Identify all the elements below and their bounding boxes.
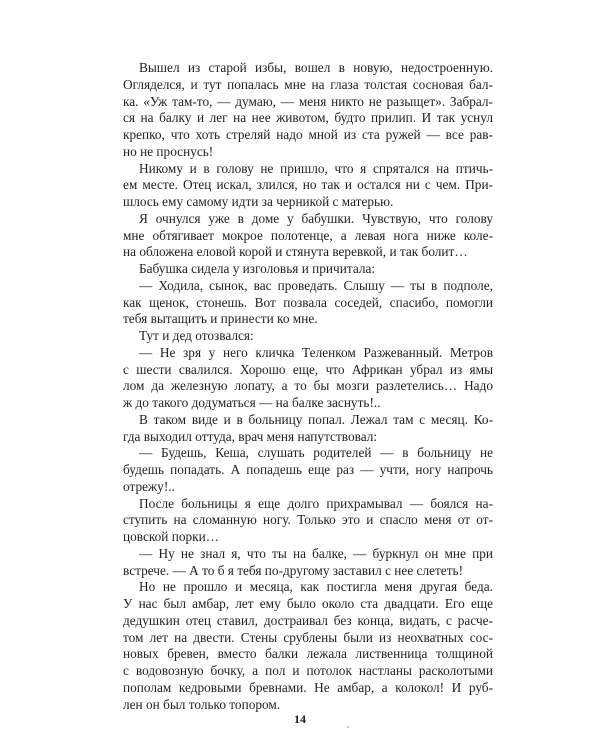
text-line: но не проснусь! (123, 143, 214, 159)
print-speck (347, 726, 349, 728)
text-line: лен он был только топором. (123, 696, 281, 712)
text-line: с шести свалился. Хорошо еще, что Африкан убрал из ямы (123, 361, 493, 377)
text-line: лом да железную лопату, а то бы мозги разлетелись… Надо (123, 378, 493, 394)
text-line: гда выходил оттуда, врач меня напутствовал: (123, 428, 378, 444)
text-line: После больницы я еще долго прихрамывал — боялся на- (139, 495, 493, 511)
text-line: как щенок, стонешь. Вот позвала соседей, спасибо, помогли (123, 294, 493, 310)
text-line: ступить на сломанную ногу. Только это и спасло меня от от- (123, 512, 493, 528)
text-line: будешь попадать. А попадешь еще раз — учти, ногу напрочь (123, 462, 493, 477)
text-line: — Ну не знал я, что ты на балке, — буркнул он мне при (139, 545, 493, 561)
text-line: с водовозную бочку, а пол и потолок настланы расколотыми (123, 663, 493, 678)
text-line: шлось ему самому идти за черникой с матерью. (123, 194, 394, 209)
text-line: отрежу!.. (123, 478, 175, 494)
text-line: Никому и в голову не пришло, что я спрятался на птичь- (139, 160, 493, 176)
text-line: тебя вытащить и принести ко мне. (123, 311, 318, 327)
text-line: пополам кедровыми бревнами. Не амбар, а колокол! И руб- (123, 679, 493, 695)
text-line: Вышел из старой избы, вошел в новую, недостроенную. (139, 60, 493, 75)
body-text (123, 60, 493, 713)
text-line: Тут и дед отозвался: (139, 328, 254, 343)
text-line: Бабушка сидела у изголовья и причитала: (139, 261, 376, 276)
text-line: цовской порки… (123, 529, 220, 544)
text-line: — Ходила, сынок, вас проведать. Слышу — ты в подполе, (139, 277, 493, 293)
text-line: ка. «Уж там-то, — думаю, — меня никто не разыщет». Забрал- (123, 93, 493, 109)
text-line: — Не зря у него кличка Теленком Разжеванный. Метров (139, 344, 493, 360)
text-line: мне обтягивает мокрое полотенце, а левая нога ниже коле- (123, 227, 493, 243)
text-line: Огляделся, и тут попалась мне на глаза толстая сосновая бал- (123, 76, 493, 92)
text-line: дедушкин отец ставил, достраивал без конца, видать, с расче- (123, 612, 493, 628)
text-line: — Будешь, Кеша, слушать родителей — в больницу не (139, 445, 493, 461)
text-line: на обложена еловой корой и стянута веревкой, и так болит… (123, 244, 468, 260)
text-line: Я очнулся уже в доме у бабушки. Чувствую, что голову (139, 210, 493, 226)
text-line: ся на балку и лег на нее животом, будто прилип. И так уснул (123, 110, 493, 126)
text-line: ем месте. Отец искал, злился, но так и остался ни с чем. При- (123, 177, 493, 193)
text-line: У нас был амбар, лет ему было около ста двадцати. Его еще (123, 596, 493, 611)
text-line: ж до такого додуматься — на балке заснуть!.. (123, 395, 381, 410)
text-line: Но не прошло и месяца, как постигла меня другая беда. (139, 579, 493, 595)
text-line: том лет на двести. Стены срублены были из неохватных сос- (123, 629, 493, 645)
text-line: В таком виде и в больницу попал. Лежал там с месяц. Ко- (139, 411, 493, 427)
text-line: встрече. — А то б я тебя по-другому заставил с нее слететь! (123, 562, 463, 578)
text-line: крепко, что хоть стреляй надо мной из ста ружей — все рав- (123, 127, 493, 142)
text-line: новых бревен, вместо балки лежала лиственница толщиной (123, 646, 493, 662)
page-number: 14 (294, 712, 306, 726)
